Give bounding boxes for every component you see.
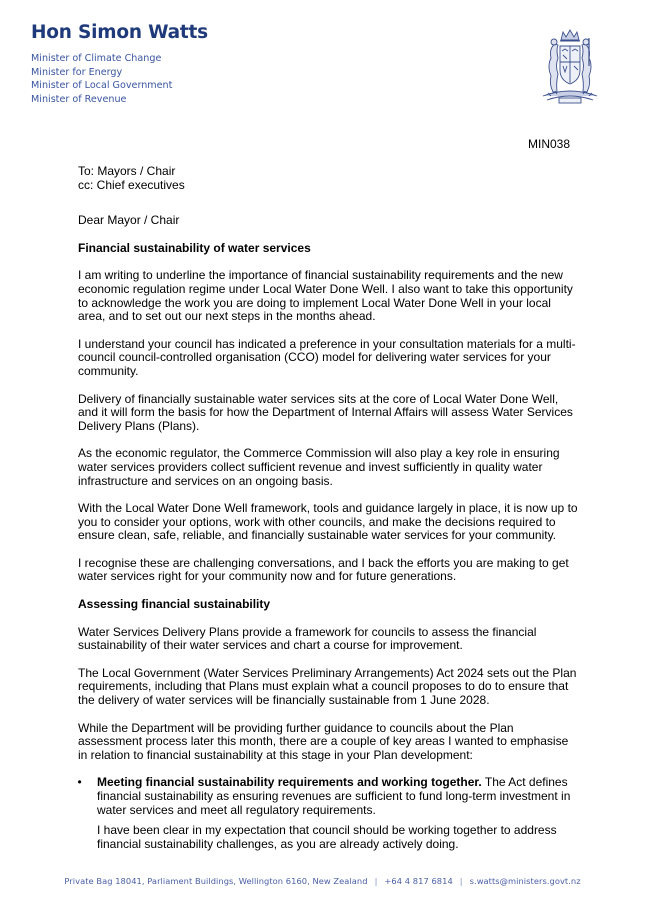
minister-name: Hon Simon Watts [31,22,208,43]
footer-separator: | [459,876,463,886]
paragraph: The Local Government (Water Services Preliminary Arrangements) Act 2024 sets out the Plan requirements, including that Plans must explain what a council proposes to do to ensure that the delivery of water services will be financially sustainable from 1 June 2028. [78,665,577,708]
paragraph: As the economic regulator, the Commerce Commission will also play a key role in ensuring water services providers collect sufficient revenue and invest sufficiently in quality water infrastructure and services on an ongoing basis. [78,446,560,488]
letter-footer [0,876,645,886]
footer-address: Private Bag 18041, Parliament Buildings, Wellington 6160, New Zealand [64,876,368,886]
paragraph: While the Department will be providing further guidance to councils about the Plan assessment process later this month, there are a couple of key areas I wanted to emphasise in relation to financial sustainability at this stage in your Plan development: [78,720,569,762]
paragraph: I am writing to underline the importance of financial sustainability requirements and the new economic regulation regime under Local Water Done Well. I also want to take this opportunity to acknowledge the work you are doing to implement Local Water Done Well in your local area, and to set out our next steps in the months ahead. [78,268,573,324]
portfolio-item: Minister for Energy [31,66,123,78]
portfolio-item: Minister of Revenue [31,93,127,105]
reference-number: MIN038 [528,137,571,151]
bullet-followup: I have been clear in my expectation that council should be working together to address financial sustainability challenges, as you are already actively doing. [97,823,557,851]
bullet-text: The Act defines financial sustainability as ensuring revenues are sufficient to fund long-term investment in water services and meet all regulatory requirements. [97,775,571,817]
paragraph: I recognise these are challenging conversations, and I back the efforts you are making to get water services right for your community now and for future generations. [78,555,569,584]
portfolio-item: Minister of Climate Change [31,53,162,64]
paragraph: Water Services Delivery Plans provide a framework for councils to assess the financial sustainability of their water services and chart a course for improvement. [78,624,537,653]
bullet-marker: • [77,775,82,790]
bullet-paragraph [97,776,578,817]
recipient-block [78,165,578,192]
paragraph: Delivery of financially sustainable water services sits at the core of Local Water Done Well, and it will form the basis for how the Department of Internal Affairs will assess Water Services Delivery Plans (Plans). [78,391,573,433]
bullet-list-item [78,776,578,851]
paragraph: With the Local Water Done Well framework, tools and guidance largely in place, it is now up to you to consider your options, work with other councils, and make the decisions required to ensure clean, safe, reliable, and financially sustainable water services for your community. [78,501,578,543]
bullet-lead: Meeting financial sustainability requirements and working together. [97,775,482,790]
portfolio-item: Minister of Local Government [31,80,173,92]
portfolio-list [31,52,172,106]
footer-email: s.watts@ministers.govt.nz [469,876,581,886]
salutation: Dear Mayor / Chair [78,213,180,228]
subject-heading: Financial sustainability of water services [78,240,311,255]
nz-coat-of-arms-icon [529,26,611,108]
footer-separator: | [374,876,378,886]
cc-line: cc: Chief executives [78,177,185,192]
section-heading: Assessing financial sustainability [78,597,271,612]
paragraph: I understand your council has indicated a preference in your consultation materials for a multi-council council-controlled organisation (CCO) model for delivering water services for your community. [78,336,576,378]
to-line: To: Mayors / Chair [78,164,176,178]
footer-phone: +64 4 817 6814 [384,876,453,886]
letter-body [78,165,578,858]
